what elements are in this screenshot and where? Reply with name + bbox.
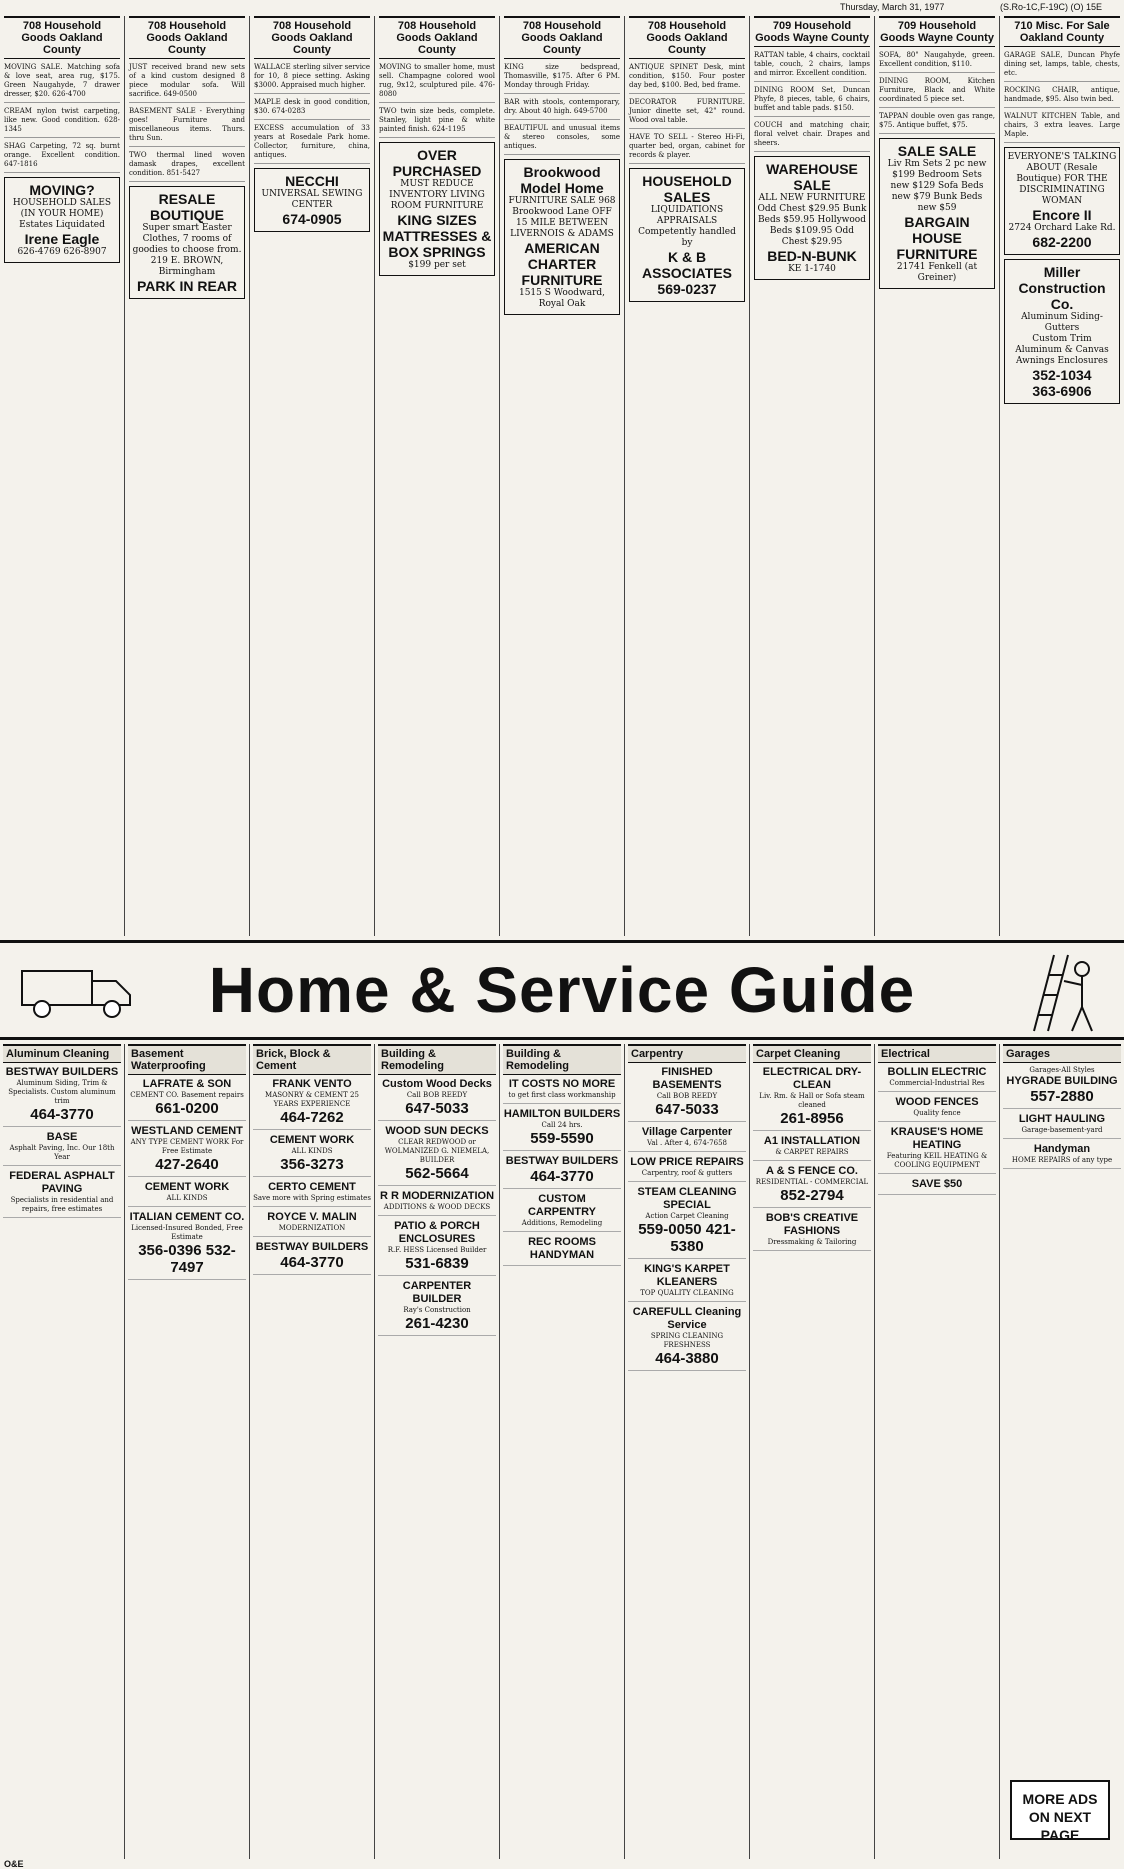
guide-ad — [753, 1066, 871, 1131]
guide-ad-phone: 647-5033 — [655, 1101, 719, 1118]
more-ads-line: MORE ADS — [1022, 1791, 1098, 1807]
guide-ad-name: WOOD SUN DECKS — [385, 1125, 489, 1137]
classified-ad: MOVING to smaller home, must sell. Champagne colored wool rug, 9x12, sculptured pile. 476-8080 — [379, 63, 495, 103]
display-ad-phone: 674-0905 — [282, 211, 342, 227]
guide-category-heading: Carpentry — [628, 1044, 746, 1063]
guide-ad-text: Dressmaking & Tailoring — [767, 1238, 857, 1246]
guide-ad — [378, 1125, 496, 1186]
guide-ad-text: Garage-basement-yard — [1021, 1126, 1103, 1134]
miller-line: Custom Trim — [1032, 334, 1092, 344]
guide-ad-text: CEMENT CO. Basement repairs — [130, 1091, 244, 1099]
display-ad-name: AMERICAN CHARTER FURNITURE — [521, 240, 603, 288]
guide-ad-name: SAVE $50 — [911, 1178, 963, 1190]
guide-ad — [3, 1066, 121, 1127]
guide-ad-text: MODERNIZATION — [278, 1224, 346, 1232]
guide-ad-phone: 647-5033 — [405, 1100, 469, 1117]
guide-category-heading: Carpet Cleaning — [753, 1044, 871, 1063]
classified-ad: ROCKING CHAIR, antique, handmade, $95. Also twin bed. — [1004, 86, 1120, 108]
guide-ad-text: Action Carpet Cleaning — [645, 1212, 729, 1220]
guide-ad-text: Asphalt Paving, Inc. Our 18th Year — [9, 1144, 115, 1161]
guide-ad-name: BESTWAY BUILDERS — [505, 1155, 619, 1167]
classified-column — [750, 16, 875, 936]
guide-ad-phone: 559-0050 421-5380 — [638, 1221, 736, 1255]
display-ad-phone: $199 per set — [408, 260, 466, 270]
classified-ad: TWO thermal lined woven damask drapes, excellent condition. 851-5427 — [129, 151, 245, 182]
guide-ad-phone: 261-8956 — [780, 1110, 844, 1127]
classified-ad: JUST received brand new sets of a kind custom designed 8 piece modular sofa. Will sacrifice. 649-0500 — [129, 63, 245, 103]
classified-column — [1000, 16, 1124, 936]
classified-ad: TWO twin size beds, complete. Stanley, light pine & white painted finish. 624-1195 — [379, 107, 495, 138]
guide-ad — [128, 1125, 246, 1177]
guide-ad — [753, 1135, 871, 1161]
guide-ad-text: Val . After 4, 674-7658 — [647, 1139, 727, 1147]
guide-ad — [628, 1126, 746, 1152]
guide-ad-text: RESIDENTIAL - COMMERCIAL — [755, 1178, 869, 1186]
publication-date: Thursday, March 31, 1977 — [840, 2, 945, 12]
guide-column — [875, 1044, 1000, 1859]
guide-ad-phone: 464-3770 — [30, 1106, 94, 1123]
guide-ad-name: CUSTOM CARPENTRY — [527, 1193, 597, 1218]
display-ad-title: WAREHOUSE SALE — [766, 161, 858, 193]
guide-ad — [503, 1155, 621, 1189]
display-ad-phone: 626-4769 626-8907 — [17, 247, 107, 257]
guide-column — [0, 1044, 125, 1859]
classified-ad: BAR with stools, contemporary, dry. About 40 high. 649-5700 — [504, 98, 620, 120]
display-ad — [1004, 147, 1120, 255]
guide-ad — [753, 1212, 871, 1251]
guide-ad-name: PATIO & PORCH ENCLOSURES — [394, 1220, 480, 1245]
display-ad — [129, 186, 245, 299]
classified-column — [125, 16, 250, 936]
guide-ad-phone: 661-0200 — [155, 1100, 219, 1117]
display-ad — [379, 142, 495, 276]
guide-column — [125, 1044, 250, 1859]
guide-ad — [878, 1066, 996, 1092]
classified-ad: CREAM nylon twist carpeting, like new. Good condition. 628-1345 — [4, 107, 120, 138]
guide-ad — [253, 1211, 371, 1237]
display-ad-title: MOVING? — [29, 182, 95, 198]
display-ad-body: UNIVERSAL SEWING CENTER — [261, 189, 363, 210]
guide-ad — [128, 1211, 246, 1280]
guide-ad-name: FRANK VENTO — [272, 1078, 352, 1090]
guide-ad-phone: 464-7262 — [280, 1109, 344, 1126]
guide-ad — [128, 1078, 246, 1121]
display-ad-name: BED-N-BUNK — [767, 248, 857, 264]
display-ad — [254, 168, 370, 232]
miller-line: Aluminum Siding-Gutters — [1021, 312, 1103, 333]
display-ad-name: K & B ASSOCIATES — [642, 249, 732, 281]
column-heading: 708 Household Goods Oakland County — [629, 16, 745, 59]
display-ad-phone: 21741 Fenkell (at Greiner) — [896, 262, 978, 283]
column-heading: 708 Household Goods Oakland County — [379, 16, 495, 59]
guide-ad-name: A & S FENCE CO. — [766, 1165, 858, 1177]
guide-ad-text: Aluminum Siding, Trim & Specialists. Custom aluminum trim — [8, 1079, 116, 1105]
guide-ad-name: CERTO CEMENT — [268, 1181, 356, 1193]
column-heading: 709 Household Goods Wayne County — [879, 16, 995, 47]
guide-ad-text: Save more with Spring estimates — [253, 1194, 371, 1202]
guide-ad-name: CEMENT WORK — [144, 1181, 230, 1193]
guide-ad-name: LAFRATE & SON — [142, 1078, 232, 1090]
guide-ad-text: HOME REPAIRS of any type — [1011, 1156, 1113, 1164]
guide-ad-name: FEDERAL ASPHALT PAVING — [9, 1170, 115, 1195]
display-ad-body: Super smart Easter Clothes, 7 rooms of goodies to choose from. 219 E. BROWN, Birmingham — [132, 223, 242, 277]
classified-ad: SHAG Carpeting, 72 sq. burnt orange. Excellent condition. 647-1816 — [4, 142, 120, 173]
guide-ad — [128, 1181, 246, 1207]
display-ad-title: Encore II — [1032, 207, 1092, 223]
guide-ad-phone: 559-5590 — [530, 1130, 594, 1147]
guide-ad-name: BOB'S CREATIVE FASHIONS — [765, 1212, 859, 1237]
guide-ad-text: Ray's Construction — [403, 1306, 471, 1314]
display-ad-name: BARGAIN HOUSE FURNITURE — [896, 214, 978, 262]
display-ad-name: Irene Eagle — [24, 231, 100, 247]
display-ad-body: LIQUIDATIONS APPRAISALS Competently handled by — [638, 205, 736, 248]
guide-ad-phone: 356-0396 532-7497 — [138, 1242, 236, 1276]
classified-column — [500, 16, 625, 936]
guide-ad — [628, 1263, 746, 1302]
miller-construction-ad — [1004, 259, 1120, 404]
guide-ad — [878, 1178, 996, 1195]
miller-phone: 363-6906 — [1032, 383, 1092, 399]
guide-ad-name: A1 INSTALLATION — [763, 1135, 861, 1147]
guide-ad — [503, 1108, 621, 1151]
display-ad-body: HOUSEHOLD SALES (IN YOUR HOME) Estates Liquidated — [12, 198, 112, 230]
miller-name: Miller Construction Co. — [1018, 264, 1106, 312]
classified-ad: MAPLE desk in good condition, $30. 674-0283 — [254, 98, 370, 120]
classified-ad: SOFA, 80" Naugahyde, green. Excellent condition, $110. — [879, 51, 995, 73]
guide-ad — [3, 1131, 121, 1166]
more-ads-notice — [1010, 1780, 1110, 1843]
guide-ad-phone: 562-5664 — [405, 1165, 469, 1182]
guide-ad-name: LIGHT HAULING — [1018, 1113, 1106, 1125]
guide-ad — [878, 1126, 996, 1174]
guide-ad — [628, 1306, 746, 1371]
column-heading: 709 Household Goods Wayne County — [754, 16, 870, 47]
display-ad-body: FURNITURE SALE 968 Brookwood Lane OFF 15 MILE BETWEEN LIVERNOIS & ADAMS — [508, 196, 616, 239]
guide-column — [250, 1044, 375, 1859]
guide-ad-name: LOW PRICE REPAIRS — [630, 1156, 744, 1168]
guide-ad — [628, 1156, 746, 1182]
column-heading: 710 Misc. For Sale Oakland County — [1004, 16, 1120, 47]
guide-ad-text: Call BOB REEDY — [406, 1091, 468, 1099]
guide-category-heading: Electrical — [878, 1044, 996, 1063]
worker-with-ladder-icon — [1024, 951, 1104, 1035]
guide-ad-name: Custom Wood Decks — [382, 1078, 492, 1090]
classified-section — [0, 16, 1124, 936]
guide-ad-name: CARPENTER BUILDER — [402, 1280, 472, 1305]
classified-ad: BEAUTIFUL and unusual items & stereo consoles, some antiques. — [504, 124, 620, 155]
column-heading: 708 Household Goods Oakland County — [504, 16, 620, 59]
guide-ad — [1003, 1113, 1121, 1139]
classified-ad: COUCH and matching chair, floral velvet chair. Drapes and sheers. — [754, 121, 870, 152]
display-ad-phone: 1515 S Woodward, Royal Oak — [518, 288, 606, 309]
guide-ad — [253, 1241, 371, 1275]
column-heading: 708 Household Goods Oakland County — [254, 16, 370, 59]
guide-column — [625, 1044, 750, 1859]
guide-ad-text: CLEAR REDWOOD or WOLMANIZED G. NIEMELA, BUILDER — [384, 1138, 490, 1164]
guide-ad-text: Carpentry, roof & gutters — [641, 1169, 733, 1177]
guide-ad-phone: 356-3273 — [280, 1156, 344, 1173]
page-code: (S.Ro-1C,F-19C) (O) 15E — [1000, 2, 1103, 12]
guide-ad-text: Call 24 hrs. — [541, 1121, 583, 1129]
guide-ad-name: IT COSTS NO MORE — [508, 1078, 616, 1090]
guide-ad-name: KING'S KARPET KLEANERS — [644, 1263, 730, 1288]
display-ad-name: PARK IN REAR — [136, 278, 238, 294]
guide-ad — [503, 1236, 621, 1266]
guide-ad-text: TOP QUALITY CLEANING — [640, 1289, 734, 1297]
guide-ad-text: Featuring KEIL HEATING & COOLING EQUIPMENT — [886, 1152, 988, 1169]
column-heading: 708 Household Goods Oakland County — [129, 16, 245, 59]
guide-ad-name: R R MODERNIZATION — [379, 1190, 495, 1202]
guide-ad-name: HYGRADE BUILDING — [1006, 1075, 1118, 1087]
column-heading: 708 Household Goods Oakland County — [4, 16, 120, 59]
guide-ad — [253, 1134, 371, 1177]
guide-ad-phone: 464-3770 — [530, 1168, 594, 1185]
guide-ad — [253, 1181, 371, 1207]
guide-ad — [378, 1190, 496, 1216]
classified-ad: EXCESS accumulation of 33 years at Rosedale Park home. Collector, furniture, china, antiques. — [254, 124, 370, 164]
display-ad-title: SALE SALE — [897, 143, 977, 159]
home-service-guide-banner — [0, 940, 1124, 1040]
page-footer: O&E — [4, 1859, 24, 1869]
classified-ad: HAVE TO SELL - Stereo Hi-Fi, quarter bed, organ, cabinet for records & player. — [629, 133, 745, 164]
classified-ad: DINING ROOM Set, Duncan Phyfe, 8 pieces, table, 6 chairs, buffet and table pads. $150. — [754, 86, 870, 117]
guide-ad-phone: 557-2880 — [1030, 1088, 1094, 1105]
guide-ad-text: ALL KINDS — [166, 1194, 208, 1202]
guide-ad — [753, 1165, 871, 1208]
guide-ad-text: ALL KINDS — [291, 1147, 333, 1155]
guide-ad — [378, 1220, 496, 1276]
classified-column — [875, 16, 1000, 936]
guide-ad-text: Garages-All Styles — [1029, 1066, 1095, 1074]
display-ad-name: KING SIZES MATTRESSES & BOX SPRINGS — [382, 212, 492, 260]
guide-ad-name: HAMILTON BUILDERS — [503, 1108, 621, 1120]
guide-ad-phone: 464-3880 — [655, 1350, 719, 1367]
guide-ad-text: MASONRY & CEMENT 25 YEARS EXPERIENCE — [265, 1091, 359, 1108]
guide-category-heading: Basement Waterproofing — [128, 1044, 246, 1075]
classified-ad: ANTIQUE SPINET Desk, mint condition, $150. Four poster day bed, $100. Bed, bed frame. — [629, 63, 745, 94]
guide-ad-text: Additions, Remodeling — [521, 1219, 603, 1227]
display-ad-phone: KE 1-1740 — [788, 264, 836, 274]
guide-ad-text: Specialists in residential and repairs, free estimates — [10, 1196, 114, 1213]
guide-ad-text: ADDITIONS & WOOD DECKS — [383, 1203, 491, 1211]
classified-ad: BASEMENT SALE - Everything goes! Furniture and miscellaneous items. Thurs. thru Sun. — [129, 107, 245, 147]
display-ad-body: ALL NEW FURNITURE Odd Chest $29.95 Bunk Beds $59.95 Hollywood Beds $109.95 Odd Chest $29.95 — [757, 193, 867, 247]
classified-ad: TAPPAN double oven gas range, $75. Antique buffet, $75. — [879, 112, 995, 134]
guide-ad-name: BASE — [46, 1131, 78, 1143]
guide-ad-name: CAREFULL Cleaning Service — [632, 1306, 742, 1331]
miller-line: Aluminum & Canvas Awnings Enclosures — [1015, 345, 1109, 366]
classified-column — [0, 16, 125, 936]
guide-ad-text: Quality fence — [913, 1109, 961, 1117]
display-ad-phone: 569-0237 — [657, 281, 717, 297]
guide-ad-name: CEMENT WORK — [269, 1134, 355, 1146]
display-ad-body: EVERYONE'S TALKING ABOUT (Resale Boutique) FOR THE DISCRIMINATING WOMAN — [1007, 152, 1117, 206]
banner-title: Home & Service Guide — [208, 954, 916, 1026]
display-ad — [629, 168, 745, 302]
guide-ad-name: Village Carpenter — [641, 1126, 733, 1138]
guide-ad — [1003, 1143, 1121, 1169]
classified-ad: DECORATOR FURNITURE. Junior dinette set, 42" round. Wood oval table. — [629, 98, 745, 129]
display-ad-body: Liv Rm Sets 2 pc new $199 Bedroom Sets new $129 Sofa Beds new $79 Bunk Beds new $59 — [887, 159, 987, 213]
classified-column — [250, 16, 375, 936]
guide-ad — [878, 1096, 996, 1122]
classified-ad: WALLACE sterling silver service for 10, 8 piece setting. Asking $3000. Appraised much higher. — [254, 63, 370, 94]
delivery-truck-icon — [18, 961, 138, 1021]
guide-ad-name: BOLLIN ELECTRIC — [887, 1066, 987, 1078]
guide-ad — [628, 1066, 746, 1122]
guide-ad-text: & CARPET REPAIRS — [775, 1148, 849, 1156]
guide-ad-name: FINISHED BASEMENTS — [652, 1066, 722, 1091]
display-ad-name: 2724 Orchard Lake Rd. — [1008, 223, 1116, 233]
guide-ad — [378, 1280, 496, 1336]
guide-ad-phone: 852-2794 — [780, 1187, 844, 1204]
guide-ad — [253, 1078, 371, 1130]
guide-ad-phone: 427-2640 — [155, 1156, 219, 1173]
guide-ad — [3, 1170, 121, 1218]
guide-ad — [503, 1078, 621, 1104]
classified-column — [625, 16, 750, 936]
display-ad — [879, 138, 995, 289]
guide-category-heading: Garages — [1003, 1044, 1121, 1063]
guide-ad-text: Commercial-Industrial Res — [889, 1079, 985, 1087]
guide-ad-phone: 464-3770 — [280, 1254, 344, 1271]
guide-ad-name: BESTWAY BUILDERS — [5, 1066, 119, 1078]
guide-ad-name: BESTWAY BUILDERS — [255, 1241, 369, 1253]
guide-ad-text: Call BOB REEDY — [656, 1092, 718, 1100]
classified-ad: KING size bedspread, Thomasville, $175. After 6 PM. Monday through Friday. — [504, 63, 620, 94]
guide-ad-phone: 261-4230 — [405, 1315, 469, 1332]
display-ad-title: HOUSEHOLD SALES — [642, 173, 732, 205]
guide-ad — [378, 1078, 496, 1121]
display-ad-title: RESALE BOUTIQUE — [150, 191, 224, 223]
guide-ad-name: WESTLAND CEMENT — [131, 1125, 243, 1137]
guide-category-heading: Building & Remodeling — [378, 1044, 496, 1075]
guide-ad-name: KRAUSE'S HOME HEATING — [890, 1126, 984, 1151]
guide-ad-name: ELECTRICAL DRY-CLEAN — [762, 1066, 862, 1091]
guide-ad-name: REC ROOMS HANDYMAN — [528, 1236, 596, 1261]
guide-ad-name: Handyman — [1033, 1143, 1091, 1155]
guide-ad-text: ANY TYPE CEMENT WORK For Free Estimate — [130, 1138, 244, 1155]
guide-ad-name: ROYCE V. MALIN — [267, 1211, 357, 1223]
guide-ad-text: to get first class workmanship — [508, 1091, 616, 1099]
guide-column — [1000, 1044, 1124, 1859]
guide-ad — [503, 1193, 621, 1232]
display-ad-phone: 682-2200 — [1032, 234, 1092, 250]
classified-ad: MOVING SALE. Matching sofa & love seat, area rug, $175. Green Naugahyde, 7 drawer dresser, $20. 626-4700 — [4, 63, 120, 103]
display-ad-title: OVER PURCHASED — [392, 147, 482, 179]
guide-ad-name: WOOD FENCES — [895, 1096, 979, 1108]
page-header — [0, 0, 1124, 14]
display-ad-title: Brookwood Model Home — [520, 164, 604, 196]
classified-ad: WALNUT KITCHEN Table, and chairs, 3 extra leaves. Large Maple. — [1004, 112, 1120, 143]
guide-ad-name: ITALIAN CEMENT CO. — [129, 1211, 245, 1223]
more-ads-line: ON NEXT PAGE — [1028, 1809, 1092, 1843]
guide-category-heading: Brick, Block & Cement — [253, 1044, 371, 1075]
guide-ad — [1003, 1066, 1121, 1109]
guide-column — [750, 1044, 875, 1859]
classified-ad: RATTAN table, 4 chairs, cocktail table, couch, 2 chairs, lamps and mirror. Excellent condition. — [754, 51, 870, 82]
display-ad-title: NECCHI — [285, 173, 339, 189]
guide-ad-phone: 531-6839 — [405, 1255, 469, 1272]
guide-ad-text: Liv. Rm. & Hall or Sofa steam cleaned — [759, 1092, 865, 1109]
guide-ad-name: STEAM CLEANING SPECIAL — [637, 1186, 737, 1211]
guide-ad-text: SPRING CLEANING FRESHNESS — [650, 1332, 724, 1349]
display-ad — [754, 156, 870, 280]
guide-category-heading: Aluminum Cleaning — [3, 1044, 121, 1063]
guide-column — [375, 1044, 500, 1859]
guide-column — [500, 1044, 625, 1859]
display-ad-body: MUST REDUCE INVENTORY LIVING ROOM FURNITURE — [389, 179, 485, 211]
classified-ad: GARAGE SALE, Duncan Phyfe dining set, lamps, table, chests, etc. — [1004, 51, 1120, 82]
service-guide — [0, 1044, 1124, 1859]
display-ad — [504, 159, 620, 315]
display-ad — [4, 177, 120, 263]
guide-ad-text: Licensed-Insured Bonded, Free Estimate — [131, 1224, 243, 1241]
classified-column — [375, 16, 500, 936]
miller-phone: 352-1034 — [1032, 367, 1092, 383]
classified-ad: DINING ROOM, Kitchen Furniture, Black and White coordinated 5 piece set. — [879, 77, 995, 108]
guide-ad-text: R.F. HESS Licensed Builder — [387, 1246, 487, 1254]
guide-ad — [628, 1186, 746, 1259]
guide-category-heading: Building & Remodeling — [503, 1044, 621, 1075]
